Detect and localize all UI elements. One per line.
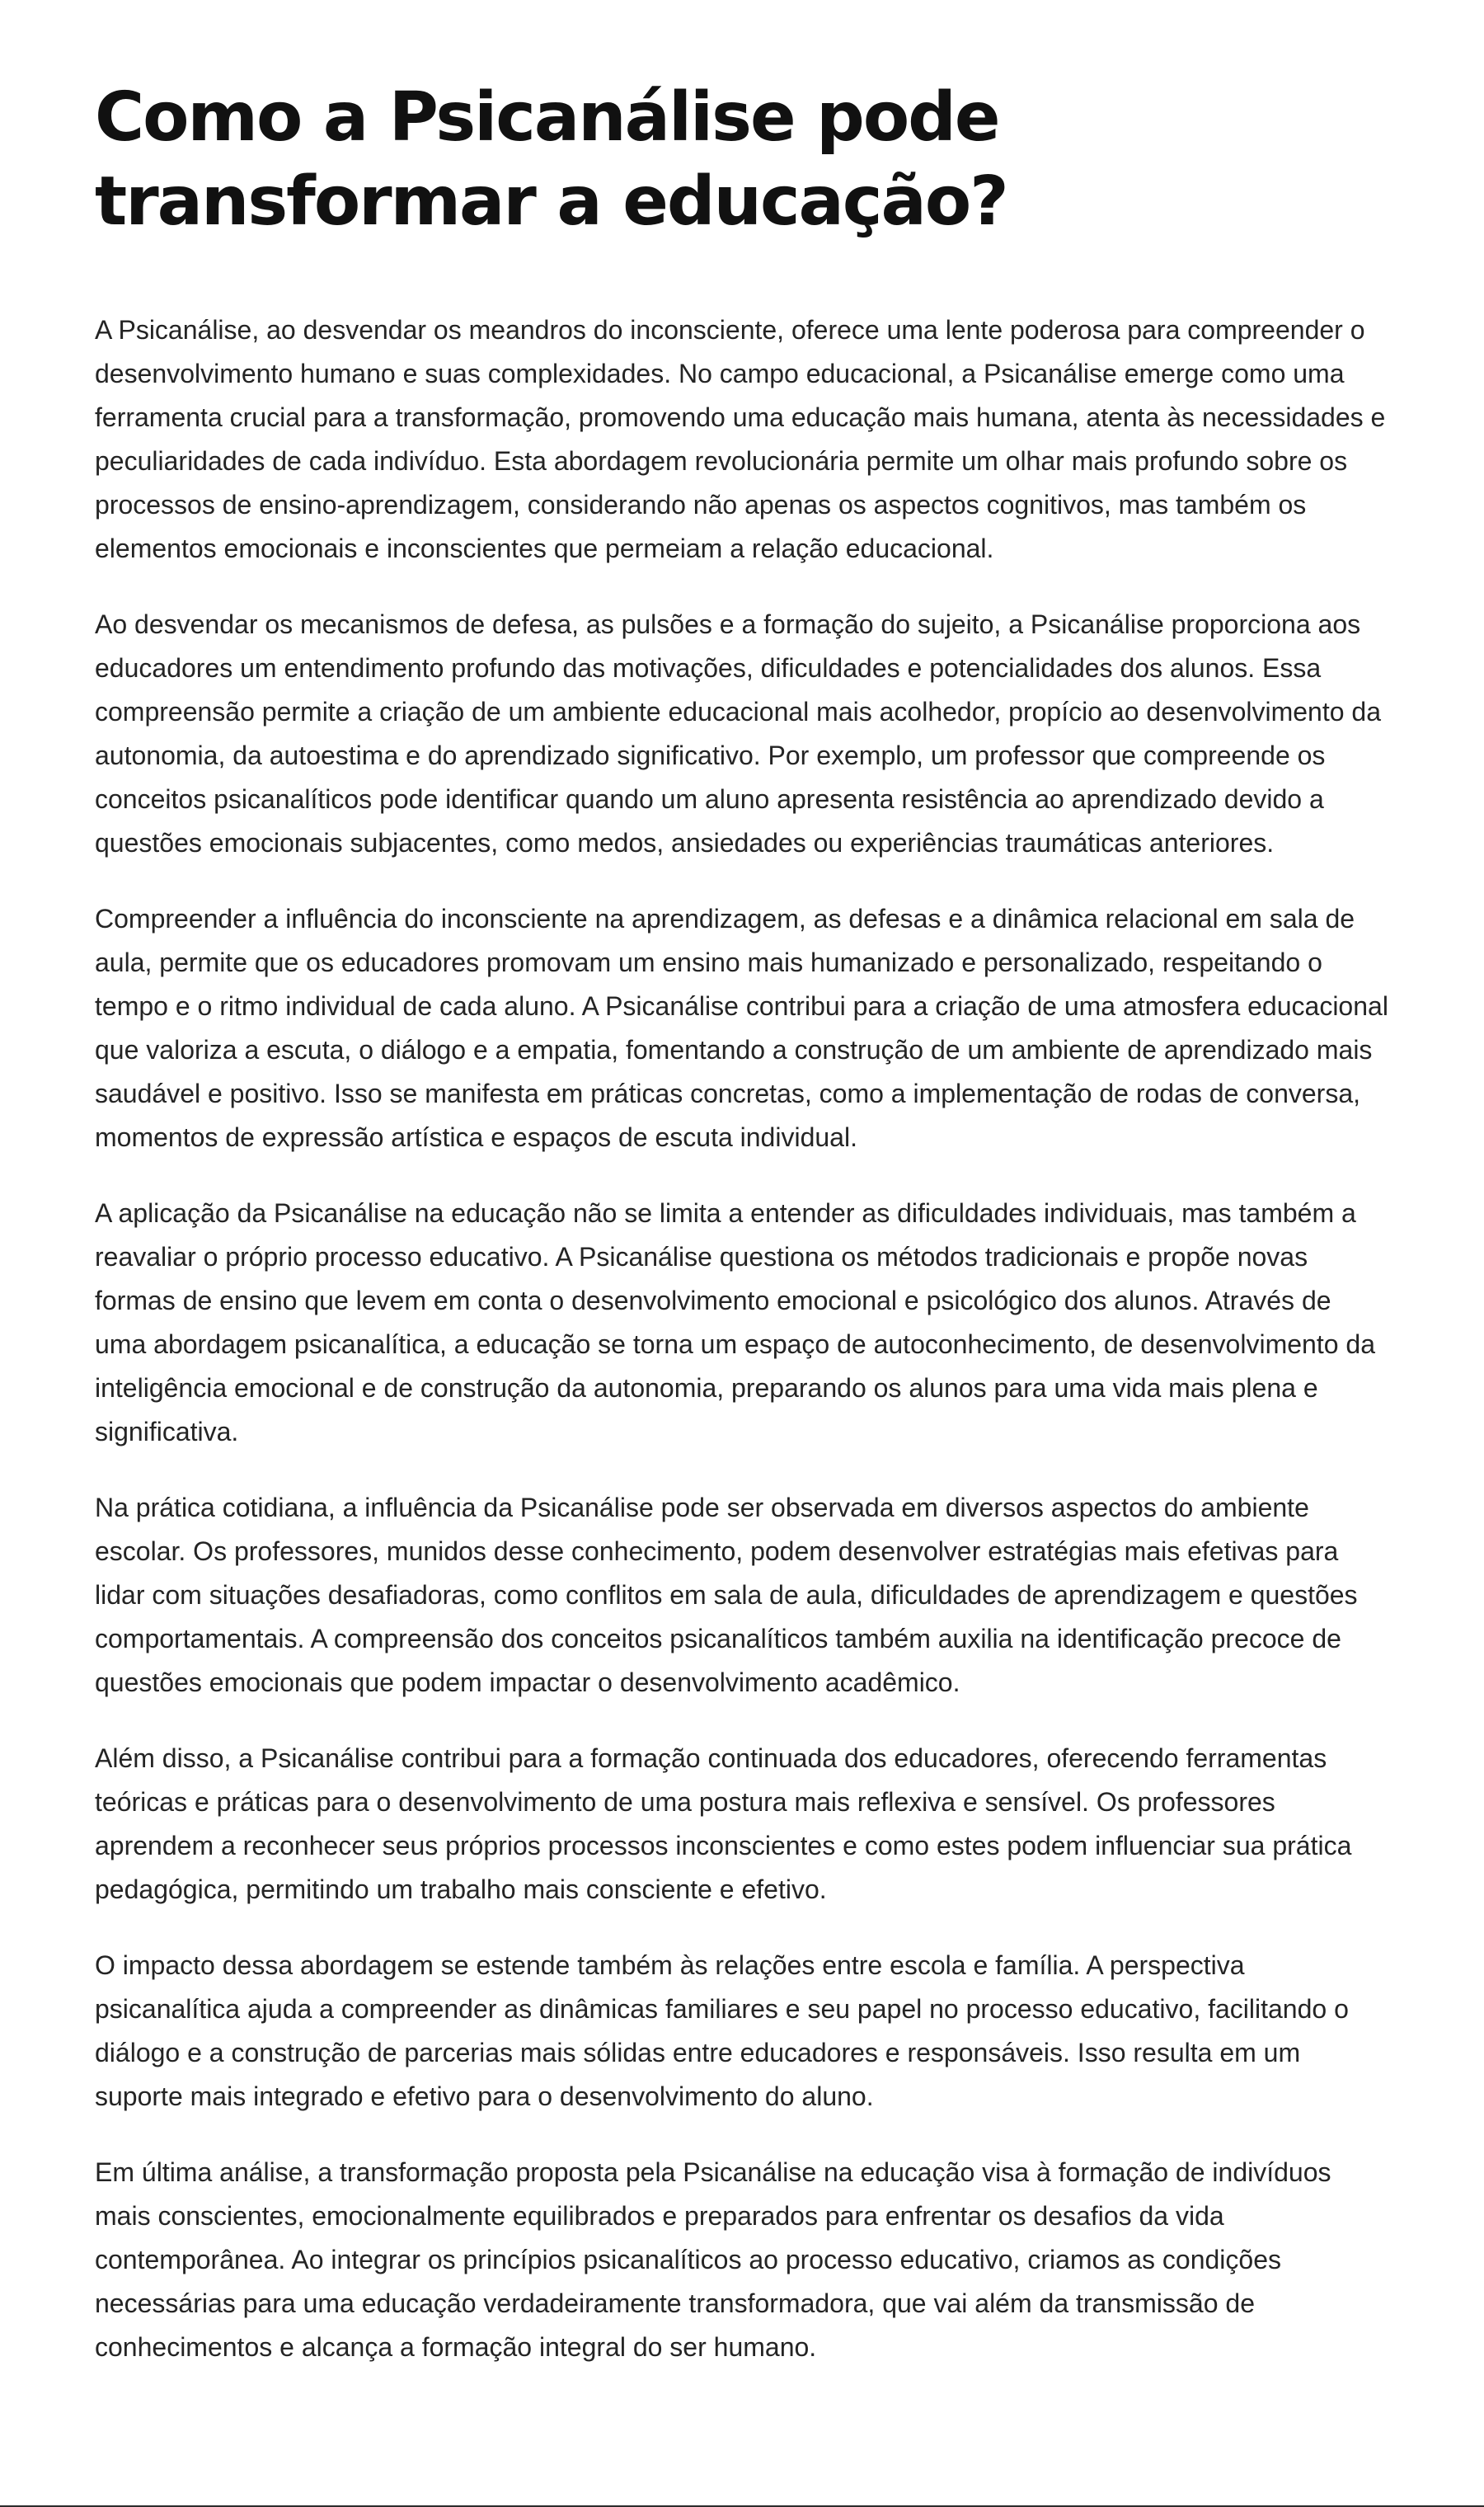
paragraph-6: Além disso, a Psicanálise contribui para a formação continuada dos educadores, oferecendo ferramentas teóricas e práticas para o desenvolvimento de uma postura mais reflexiva e sensível. Os professores aprendem a reconhecer seus próprios processos inconscientes e como estes podem influenciar sua prática pedagógica, permitindo um trabalho mais consciente e efetivo. — [95, 1743, 1352, 1904]
paragraph-8: Em última análise, a transformação proposta pela Psicanálise na educação visa à formação de indivíduos mais conscientes, emocionalmente equilibrados e preparados para enfrentar os desafios da vida contemporânea. Ao integrar os princípios psicanalíticos ao processo educativo, criamos as condições necessárias para uma educação verdadeiramente transformadora, que vai além da transmissão de conhecimentos e alcança a formação integral do ser humano. — [95, 2157, 1331, 2362]
article-title: Como a Psicanálise pode transformar a educação? — [95, 78, 1007, 241]
paragraph-2: Ao desvendar os mecanismos de defesa, as pulsões e a formação do sujeito, a Psicanálise proporciona aos educadores um entendimento profundo das motivações, dificuldades e potencialidades dos alunos. Essa compreensão permite a criação de um ambiente educacional mais acolhedor, propício ao desenvolvimento da autonomia, da autoestima e do aprendizado significativo. Por exemplo, um professor que compreende os conceitos psicanalíticos pode identificar quando um aluno apresenta resistência ao aprendizado devido a questões emocionais subjacentes, como medos, ansiedades ou experiências traumáticas anteriores. — [95, 609, 1382, 858]
paragraph-1: A Psicanálise, ao desvendar os meandros do inconsciente, oferece uma lente poderosa para compreender o desenvolvimento humano e suas complexidades. No campo educacional, a Psicanálise emerge como uma ferramenta crucial para a transformação, promovendo uma educação mais humana, atenta às necessidades e peculiaridades de cada indivíduo. Esta abordagem revolucionária permite um olhar mais profundo sobre os processos de ensino-aprendizagem, considerando não apenas os aspectos cognitivos, mas também os elementos emocionais e inconscientes que permeiam a relação educacional. — [95, 315, 1386, 563]
paragraph-5: Na prática cotidiana, a influência da Psicanálise pode ser observada em diversos aspectos do ambiente escolar. Os professores, munidos desse conhecimento, podem desenvolver estratégias mais efetivas para lidar com situações desafiadoras, como conflitos em sala de aula, dificuldades de aprendizagem e questões comportamentais. A compreensão dos conceitos psicanalíticos também auxilia na identificação precoce de questões emocionais que podem impactar o desenvolvimento acadêmico. — [95, 1493, 1358, 1697]
paragraph-7: O impacto dessa abordagem se estende também às relações entre escola e família. A perspectiva psicanalítica ajuda a compreender as dinâmicas familiares e seu papel no processo educativo, facilitando o diálogo e a construção de parcerias mais sólidas entre educadores e responsáveis. Isso resulta em um suporte mais integrado e efetivo para o desenvolvimento do aluno. — [95, 1950, 1349, 2111]
article — [95, 76, 1389, 2401]
paragraph-3: Compreender a influência do inconsciente na aprendizagem, as defesas e a dinâmica relacional em sala de aula, permite que os educadores promovam um ensino mais humanizado e personalizado, respeitando o tempo e o ritmo individual de cada aluno. A Psicanálise contribui para a criação de uma atmosfera educacional que valoriza a escuta, o diálogo e a empatia, fomentando a construção de um ambiente de aprendizado mais saudável e positivo. Isso se manifesta em práticas concretas, como a implementação de rodas de conversa, momentos de expressão artística e espaços de escuta individual. — [95, 904, 1388, 1152]
paragraph-4: A aplicação da Psicanálise na educação não se limita a entender as dificuldades individuais, mas também a reavaliar o próprio processo educativo. A Psicanálise questiona os métodos tradicionais e propõe novas formas de ensino que levem em conta o desenvolvimento emocional e psicológico dos alunos. Através de uma abordagem psicanalítica, a educação se torna um espaço de autoconhecimento, de desenvolvimento da inteligência emocional e de construção da autonomia, preparando os alunos para uma vida mais plena e significativa. — [95, 1198, 1375, 1446]
